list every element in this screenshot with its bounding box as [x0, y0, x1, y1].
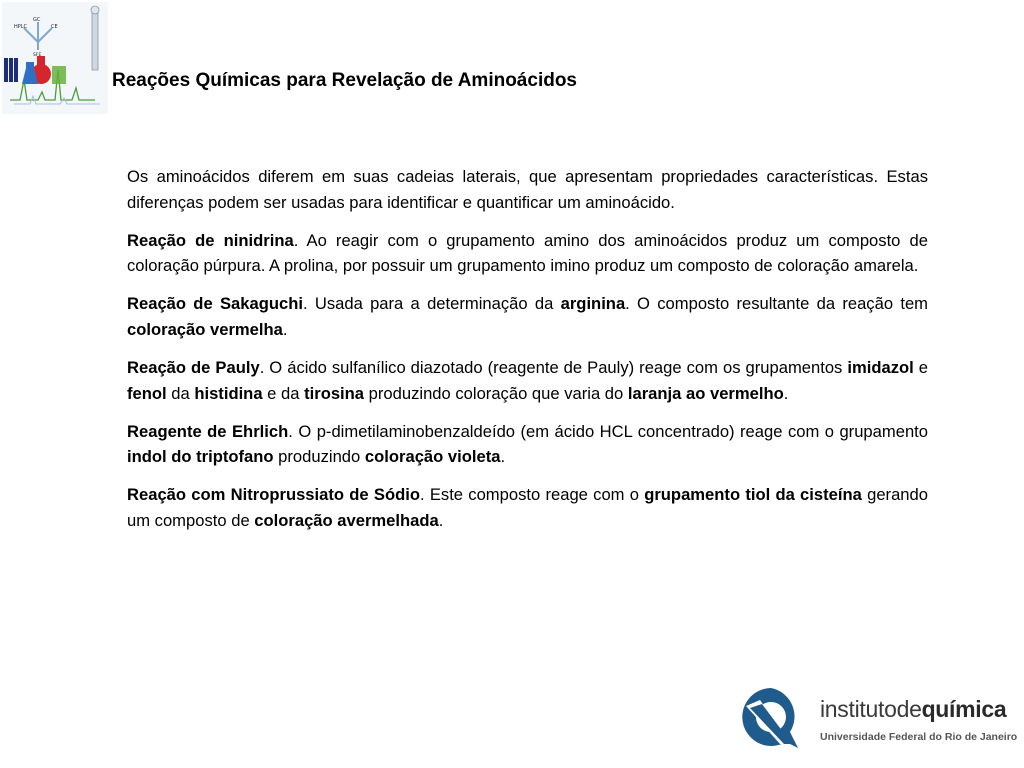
- ehrlich-paragraph: Reagente de Ehrlich. O p-dimetilaminobenzaldeído (em ácido HCL concentrado) reage com o grupamento indol do triptofano produzindo coloração violeta.: [127, 421, 929, 467]
- term-ninidrina: Reação de ninidrina: [127, 230, 294, 250]
- term-pauly: Reação de Pauly: [127, 358, 260, 378]
- nitroprussiato-paragraph: Reação com Nitroprussiato de Sódio. Este composto reage com o grupamento tiol da cisteína gerando um composto de coloração avermelhada.: [127, 485, 928, 531]
- term-ehrlich: Reagente de Ehrlich: [127, 421, 289, 441]
- iq-name: institutodequímica: [820, 696, 1007, 722]
- iq-subtitle: Universidade Federal do Rio de Janeiro: [820, 731, 1018, 743]
- logo-label-gc: GC: [33, 17, 41, 23]
- sakaguchi-paragraph: Reação de Sakaguchi. Usada para a determinação da arginina. O composto resultante da reação tem coloração vermelha.: [127, 294, 928, 339]
- ninidrina-paragraph: Reação de ninidrina. Ao reagir com o grupamento amino dos aminoácidos produz um composto de coloração púrpura. A prolina, por possuir um grupamento imino produz um composto de coloração amarela.: [127, 230, 928, 276]
- chemistry-logo-icon: [0, 0, 112, 118]
- logo-label-sfe: SFE: [33, 53, 42, 58]
- logo-label-hplc: HPLC: [14, 24, 28, 30]
- logo-label-ce: CE: [51, 24, 58, 30]
- pauly-paragraph: Reação de Pauly. O ácido sulfanílico diazotado (reagente de Pauly) reage com os grupamentos imidazol e fenol da histidina e da tirosina produzindo coloração que varia do laranja ao vermelho.: [127, 358, 928, 403]
- body-text: [127, 164, 928, 546]
- iq-mark-icon: [740, 686, 802, 748]
- intro-paragraph: Os aminoácidos diferem em suas cadeias laterais, que apresentam propriedades características. Estas diferenças podem ser usadas para identificar e quantificar um aminoácido.: [127, 167, 928, 212]
- instituto-quimica-logo: [740, 686, 1018, 750]
- term-sakaguchi: Reação de Sakaguchi: [127, 294, 303, 314]
- term-nitroprussiato: Reação com Nitroprussiato de Sódio: [127, 485, 420, 505]
- page-title: Reações Químicas para Revelação de Aminoácidos: [112, 70, 577, 91]
